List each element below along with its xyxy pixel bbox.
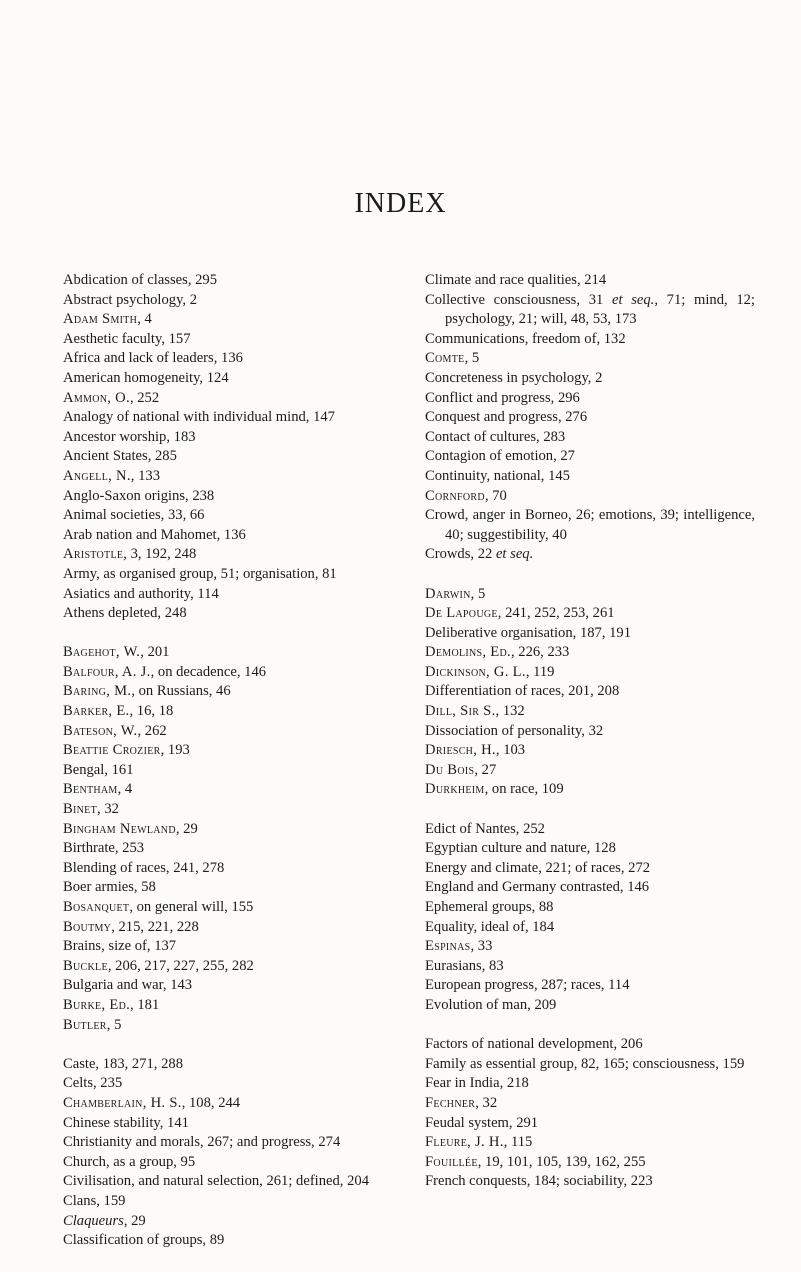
index-entry bbox=[425, 878, 755, 898]
entry-text: Chinese stability, 141 bbox=[63, 1114, 189, 1131]
entry-text: , 71; mind, 12; psychology, 21; will, 48, 53, 173 bbox=[445, 291, 755, 328]
entry-name: Fechner bbox=[425, 1094, 476, 1111]
entry-name: Burke, Ed. bbox=[63, 996, 131, 1013]
entry-text: Deliberative organisation, 187, 191 bbox=[425, 624, 632, 641]
index-entry bbox=[63, 1016, 387, 1036]
entry-name: Aristotle bbox=[63, 546, 124, 563]
entry-text: , 29 bbox=[175, 820, 198, 837]
index-entry bbox=[63, 663, 387, 683]
index-entry bbox=[63, 996, 387, 1016]
entry-text: Dissociation of personality, 32 bbox=[425, 722, 604, 739]
entry-text: Boer armies, 58 bbox=[63, 879, 156, 896]
index-entry bbox=[425, 859, 755, 879]
entry-text: Army, as organised group, 51; organisation, 81 bbox=[63, 565, 337, 582]
index-entry bbox=[63, 702, 387, 722]
entry-text: Conflict and progress, 296 bbox=[425, 389, 580, 406]
entry-text: , 108, 244 bbox=[181, 1094, 241, 1111]
index-entry bbox=[63, 839, 387, 859]
entry-name: Beattie Crozier bbox=[63, 742, 161, 759]
letter-group-gap bbox=[425, 800, 755, 820]
entry-text: Communications, freedom of, 132 bbox=[425, 330, 626, 347]
entry-text: , on race, 109 bbox=[484, 781, 564, 798]
entry-text: , 16, 18 bbox=[129, 703, 174, 720]
entry-name: Adam Smith bbox=[63, 311, 138, 328]
index-entry bbox=[425, 369, 755, 389]
index-entry bbox=[63, 389, 387, 409]
entry-name: Darwin bbox=[425, 585, 471, 602]
index-entry bbox=[63, 1212, 387, 1232]
entry-text: , 4 bbox=[137, 311, 152, 328]
index-entry bbox=[425, 682, 755, 702]
index-entry bbox=[425, 604, 755, 624]
index-entry bbox=[425, 996, 755, 1016]
entry-text: Bengal, 161 bbox=[63, 761, 134, 778]
entry-text: , 133 bbox=[130, 467, 160, 484]
index-entry bbox=[425, 585, 755, 605]
index-entry bbox=[63, 1094, 387, 1114]
entry-text: , 32 bbox=[97, 801, 119, 818]
index-entry bbox=[63, 682, 387, 702]
entry-name: Fouillée bbox=[425, 1153, 478, 1170]
entry-name: Espinas bbox=[425, 938, 471, 955]
entry-name: Boutmy bbox=[63, 918, 112, 935]
entry-italic-text: Claqueurs bbox=[63, 1212, 124, 1229]
index-entry bbox=[63, 447, 387, 467]
entry-text: , 181 bbox=[130, 996, 160, 1013]
entry-name: Du Bois bbox=[425, 761, 475, 778]
entry-text: Contagion of emotion, 27 bbox=[425, 448, 575, 465]
entry-text: Concreteness in psychology, 2 bbox=[425, 369, 603, 386]
index-entry bbox=[63, 761, 387, 781]
index-column-right bbox=[425, 271, 755, 1192]
index-entry bbox=[63, 1133, 387, 1153]
letter-group-gap bbox=[63, 624, 387, 644]
index-entry bbox=[63, 780, 387, 800]
index-entry bbox=[425, 545, 755, 565]
index-entry bbox=[63, 898, 387, 918]
index-entry bbox=[63, 878, 387, 898]
index-entry bbox=[425, 467, 755, 487]
index-entry bbox=[63, 1074, 387, 1094]
entry-name: Baring, M. bbox=[63, 683, 132, 700]
entry-name: Driesch, H. bbox=[425, 742, 496, 759]
entry-text: Christianity and morals, 267; and progress, 274 bbox=[63, 1134, 341, 1151]
index-entry bbox=[63, 506, 387, 526]
index-entry bbox=[63, 349, 387, 369]
entry-text: , 206, 217, 227, 255, 282 bbox=[107, 957, 254, 974]
index-entry bbox=[425, 761, 755, 781]
index-entry bbox=[425, 624, 755, 644]
entry-name: Butler bbox=[63, 1016, 107, 1033]
index-entry bbox=[63, 467, 387, 487]
entry-text: Aesthetic faculty, 157 bbox=[63, 330, 191, 347]
entry-text: , 226, 233 bbox=[510, 644, 570, 661]
entry-text: Birthrate, 253 bbox=[63, 840, 145, 857]
entry-name: Bentham bbox=[63, 781, 118, 798]
entry-text: American homogeneity, 124 bbox=[63, 369, 229, 386]
index-entry bbox=[63, 800, 387, 820]
index-entry bbox=[63, 1055, 387, 1075]
index-entry bbox=[63, 330, 387, 350]
entry-text: Classification of groups, 89 bbox=[63, 1232, 225, 1249]
index-entry bbox=[63, 271, 387, 291]
entry-text: , 32 bbox=[475, 1094, 498, 1111]
entry-text: , 241, 252, 253, 261 bbox=[497, 605, 615, 622]
letter-group-gap bbox=[63, 1035, 387, 1055]
entry-text: , 215, 221, 228 bbox=[111, 918, 199, 935]
index-entry bbox=[425, 643, 755, 663]
entry-text: Blending of races, 241, 278 bbox=[63, 859, 225, 876]
index-entry bbox=[425, 957, 755, 977]
entry-name: Comte bbox=[425, 350, 465, 367]
index-column-left bbox=[63, 271, 387, 1251]
index-entry bbox=[425, 1094, 755, 1114]
entry-text: Ancient States, 285 bbox=[63, 448, 177, 465]
index-entry bbox=[425, 663, 755, 683]
index-entry bbox=[425, 839, 755, 859]
entry-text: Collective consciousness, 31 bbox=[425, 291, 612, 308]
index-entry bbox=[425, 1153, 755, 1173]
entry-name: Angell, N. bbox=[63, 467, 131, 484]
index-entry bbox=[63, 643, 387, 663]
entry-text: , 5 bbox=[464, 350, 480, 367]
index-entry bbox=[63, 565, 387, 585]
index-entry bbox=[425, 741, 755, 761]
entry-text: Evolution of man, 209 bbox=[425, 996, 557, 1013]
index-entry bbox=[425, 330, 755, 350]
entry-text: Bulgaria and war, 143 bbox=[63, 977, 193, 994]
index-entry bbox=[425, 1074, 755, 1094]
entry-text: Factors of national development, 206 bbox=[425, 1036, 643, 1053]
entry-text: Differentiation of races, 201, 208 bbox=[425, 683, 620, 700]
entry-text: , 119 bbox=[525, 663, 555, 680]
index-entry bbox=[425, 820, 755, 840]
entry-text: Civilisation, and natural selection, 261; defined, 204 bbox=[63, 1173, 369, 1190]
index-entry bbox=[63, 408, 387, 428]
entry-text: Asiatics and authority, 114 bbox=[63, 585, 219, 602]
entry-name: Durkheim bbox=[425, 781, 485, 798]
entry-text: Feudal system, 291 bbox=[425, 1114, 539, 1131]
entry-name: Chamberlain, H. S. bbox=[63, 1094, 182, 1111]
index-entry bbox=[63, 310, 387, 330]
entry-text: , 19, 101, 105, 139, 162, 255 bbox=[477, 1153, 646, 1170]
entry-text: Athens depleted, 248 bbox=[63, 605, 187, 622]
index-entry bbox=[425, 408, 755, 428]
entry-text: Equality, ideal of, 184 bbox=[425, 918, 555, 935]
index-entry bbox=[63, 487, 387, 507]
entry-text: Clans, 159 bbox=[63, 1192, 126, 1209]
index-entry bbox=[63, 957, 387, 977]
entry-name: Bosanquet bbox=[63, 899, 130, 915]
entry-text: Anglo-Saxon origins, 238 bbox=[63, 487, 215, 504]
index-entry bbox=[425, 976, 755, 996]
entry-text: , 103 bbox=[495, 742, 526, 759]
entry-text: French conquests, 184; sociability, 223 bbox=[425, 1173, 653, 1190]
letter-group-gap bbox=[425, 1016, 755, 1036]
entry-text: Continuity, national, 145 bbox=[425, 467, 570, 484]
entry-text: Celts, 235 bbox=[63, 1075, 123, 1092]
entry-name: Buckle bbox=[63, 957, 108, 974]
entry-text: Egyptian culture and nature, 128 bbox=[425, 840, 616, 857]
page-title: INDEX bbox=[354, 188, 447, 219]
entry-text: Crowd, anger in Borneo, 26; emotions, 39; intelligence, 40; suggestibility, 40 bbox=[425, 507, 755, 543]
entry-name: Dill, Sir S. bbox=[425, 703, 496, 720]
entry-name: Fleure, J. H. bbox=[425, 1134, 504, 1151]
entry-text: Brains, size of, 137 bbox=[63, 938, 177, 955]
entry-text: , 5 bbox=[470, 585, 486, 602]
index-entry bbox=[425, 702, 755, 722]
entry-name: Balfour, A. J. bbox=[63, 663, 151, 680]
entry-text: Animal societies, 33, 66 bbox=[63, 507, 205, 524]
index-entry bbox=[425, 291, 755, 330]
entry-name: Dickinson, G. L. bbox=[425, 663, 526, 680]
index-entry bbox=[425, 428, 755, 448]
entry-text: Analogy of national with individual mind, 147 bbox=[63, 409, 335, 426]
entry-text: Arab nation and Mahomet, 136 bbox=[63, 526, 246, 543]
entry-text: , 3, 192, 248 bbox=[123, 546, 197, 563]
index-entry bbox=[425, 389, 755, 409]
entry-text: Eurasians, 83 bbox=[425, 957, 504, 974]
entry-name: Ammon, O. bbox=[63, 389, 130, 406]
entry-text: , 70 bbox=[484, 487, 507, 504]
index-entry bbox=[425, 487, 755, 507]
entry-text: Abstract psychology, 2 bbox=[63, 291, 198, 308]
entry-text: , on general will, 155 bbox=[129, 899, 254, 915]
entry-text: Fear in India, 218 bbox=[425, 1075, 529, 1092]
index-entry bbox=[63, 526, 387, 546]
index-entry bbox=[425, 349, 755, 369]
index-entry bbox=[63, 545, 387, 565]
index-entry bbox=[63, 722, 387, 742]
index-entry bbox=[425, 1035, 755, 1055]
entry-text: , on Russians, 46 bbox=[131, 683, 231, 700]
entry-text: Climate and race qualities, 214 bbox=[425, 272, 607, 288]
index-entry bbox=[63, 585, 387, 605]
entry-text: , 193 bbox=[160, 742, 190, 759]
index-entry bbox=[425, 1114, 755, 1134]
index-entry bbox=[63, 937, 387, 957]
entry-text: Contact of cultures, 283 bbox=[425, 428, 566, 445]
index-entry bbox=[425, 1172, 755, 1192]
entry-text: , 262 bbox=[137, 722, 167, 739]
index-entry bbox=[425, 937, 755, 957]
entry-name: De Lapouge bbox=[425, 605, 498, 622]
entry-name: Cornford bbox=[425, 487, 485, 504]
entry-text: , 201 bbox=[140, 644, 170, 661]
entry-text: England and Germany contrasted, 146 bbox=[425, 879, 650, 896]
index-entry bbox=[63, 741, 387, 761]
entry-text: , on decadence, 146 bbox=[150, 663, 267, 680]
index-entry bbox=[425, 898, 755, 918]
index-entry bbox=[63, 820, 387, 840]
entry-text: Family as essential group, 82, 165; consciousness, 159 bbox=[425, 1055, 745, 1072]
entry-text: Energy and climate, 221; of races, 272 bbox=[425, 859, 651, 876]
entry-text: Crowds, 22 bbox=[425, 546, 496, 563]
index-entry bbox=[425, 722, 755, 742]
entry-text: Caste, 183, 271, 288 bbox=[63, 1055, 183, 1072]
entry-name: Bagehot, W. bbox=[63, 644, 141, 661]
index-entry bbox=[63, 859, 387, 879]
entry-name: Demolins, Ed. bbox=[425, 644, 511, 661]
index-entry bbox=[63, 1192, 387, 1212]
entry-text: Edict of Nantes, 252 bbox=[425, 820, 545, 837]
index-entry bbox=[63, 604, 387, 624]
index-entry bbox=[63, 1114, 387, 1134]
letter-group-gap bbox=[425, 565, 755, 585]
entry-text: , 115 bbox=[503, 1134, 533, 1151]
entry-text: , 29 bbox=[123, 1212, 146, 1229]
index-entry bbox=[425, 1133, 755, 1153]
entry-text: , 33 bbox=[470, 938, 493, 955]
index-entry bbox=[425, 918, 755, 938]
index-entry bbox=[63, 369, 387, 389]
index-entry bbox=[63, 976, 387, 996]
entry-text: Church, as a group, 95 bbox=[63, 1153, 196, 1170]
entry-italic-text: et seq. bbox=[495, 546, 534, 563]
index-entry bbox=[63, 1172, 387, 1192]
entry-text: , 5 bbox=[106, 1016, 122, 1033]
index-entry bbox=[63, 1231, 387, 1251]
entry-italic-text: et seq. bbox=[611, 291, 655, 308]
entry-text: European progress, 287; races, 114 bbox=[425, 977, 630, 994]
entry-name: Barker, E. bbox=[63, 703, 130, 720]
entry-text: Conquest and progress, 276 bbox=[425, 409, 588, 426]
index-entry bbox=[63, 428, 387, 448]
entry-text: Africa and lack of leaders, 136 bbox=[63, 350, 243, 367]
entry-name: Binet bbox=[63, 801, 98, 818]
entry-text: Abdication of classes, 295 bbox=[63, 272, 218, 288]
entry-text: Ephemeral groups, 88 bbox=[425, 899, 554, 915]
index-entry bbox=[425, 1055, 755, 1075]
index-entry bbox=[425, 447, 755, 467]
index-entry bbox=[63, 918, 387, 938]
entry-text: , 27 bbox=[474, 761, 497, 778]
index-entry bbox=[63, 291, 387, 311]
index-entry bbox=[63, 1153, 387, 1173]
index-entry bbox=[425, 271, 755, 291]
index-entry bbox=[425, 506, 755, 545]
entry-name: Bateson, W. bbox=[63, 722, 138, 739]
entry-text: Ancestor worship, 183 bbox=[63, 428, 196, 445]
entry-text: , 132 bbox=[495, 703, 525, 720]
entry-text: , 252 bbox=[129, 389, 160, 406]
entry-name: Bingham Newland bbox=[63, 820, 176, 837]
entry-text: , 4 bbox=[117, 781, 133, 798]
index-entry bbox=[425, 780, 755, 800]
